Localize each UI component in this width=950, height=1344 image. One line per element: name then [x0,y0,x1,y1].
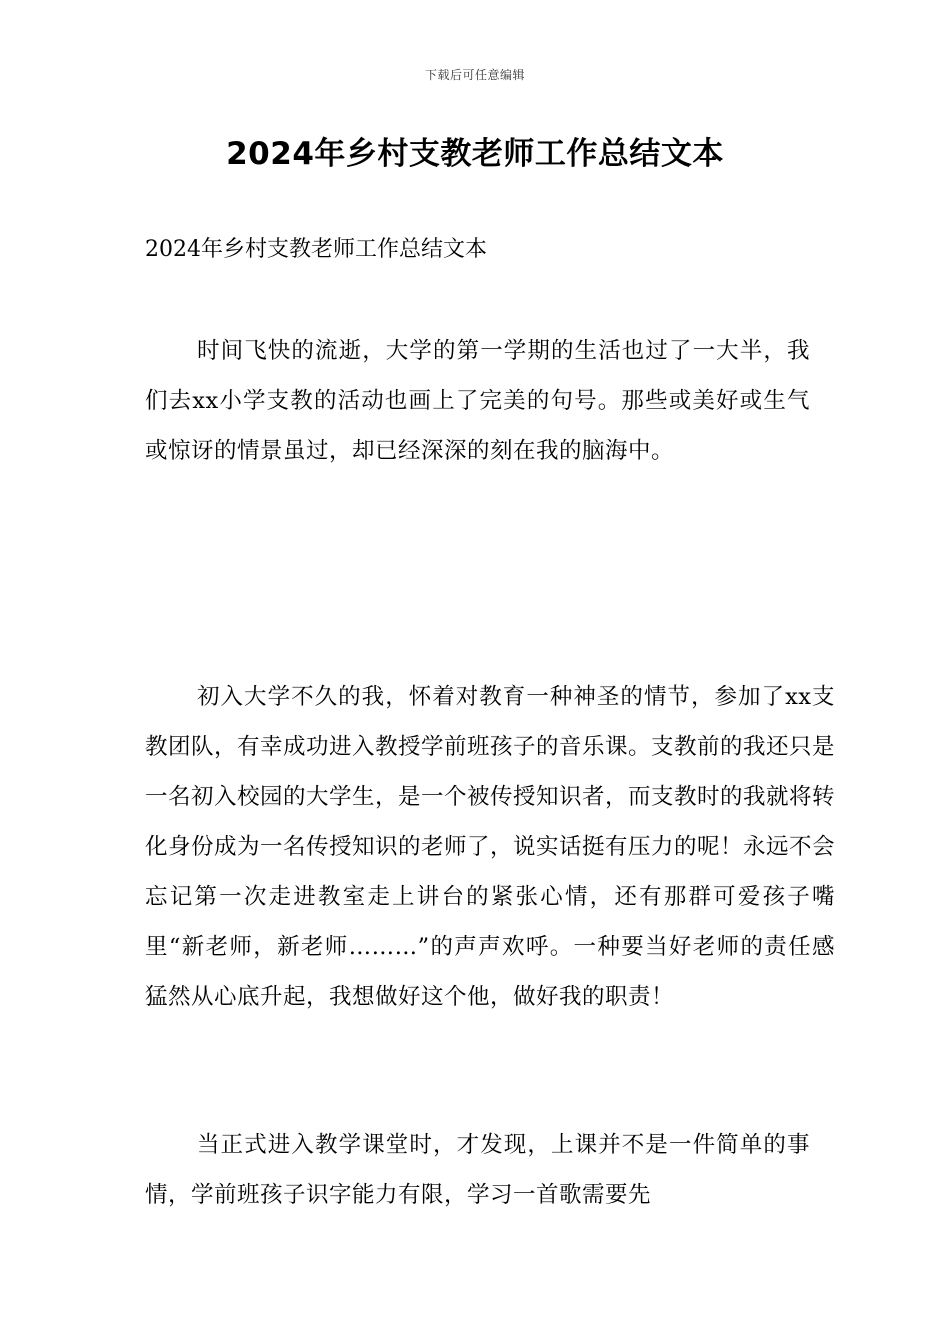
document-subtitle: 2024年乡村支教老师工作总结文本 [145,237,487,262]
document-title: 2024年乡村支教老师工作总结文本 [226,136,724,172]
paragraph-2: 初入大学不久的我，怀着对教育一种神圣的情节，参加了xx支教团队，有幸成功进入教授学前班孩子的音乐课。支教前的我还只是一名初入校园的大学生，是一个被传授知识者，而支教时的我就将转化身份成为一名传授知识的老师了，说实话挺有压力的呢！永远不会忘记第一次走进教室走上讲台的紧张心情，还有那群可爱孩子嘴里“新老师，新老师………”的声声欢呼。一种要当好老师的责任感猛然从心底升起，我想做好这个他，做好我的职责！ [145,684,836,1010]
paragraph-1: 时间飞快的流逝，大学的第一学期的生活也过了一大半，我们去xx小学支教的活动也画上了完美的句号。那些或美好或生气或惊讶的情景虽过，却已经深深的刻在我的脑海中。 [145,338,810,464]
paragraph-3: 当正式进入教学课堂时，才发现，上课并不是一件简单的事情，学前班孩子识字能力有限，学习一首歌需要先 [145,1132,810,1208]
header-note: 下载后可任意编辑 [424,68,525,82]
